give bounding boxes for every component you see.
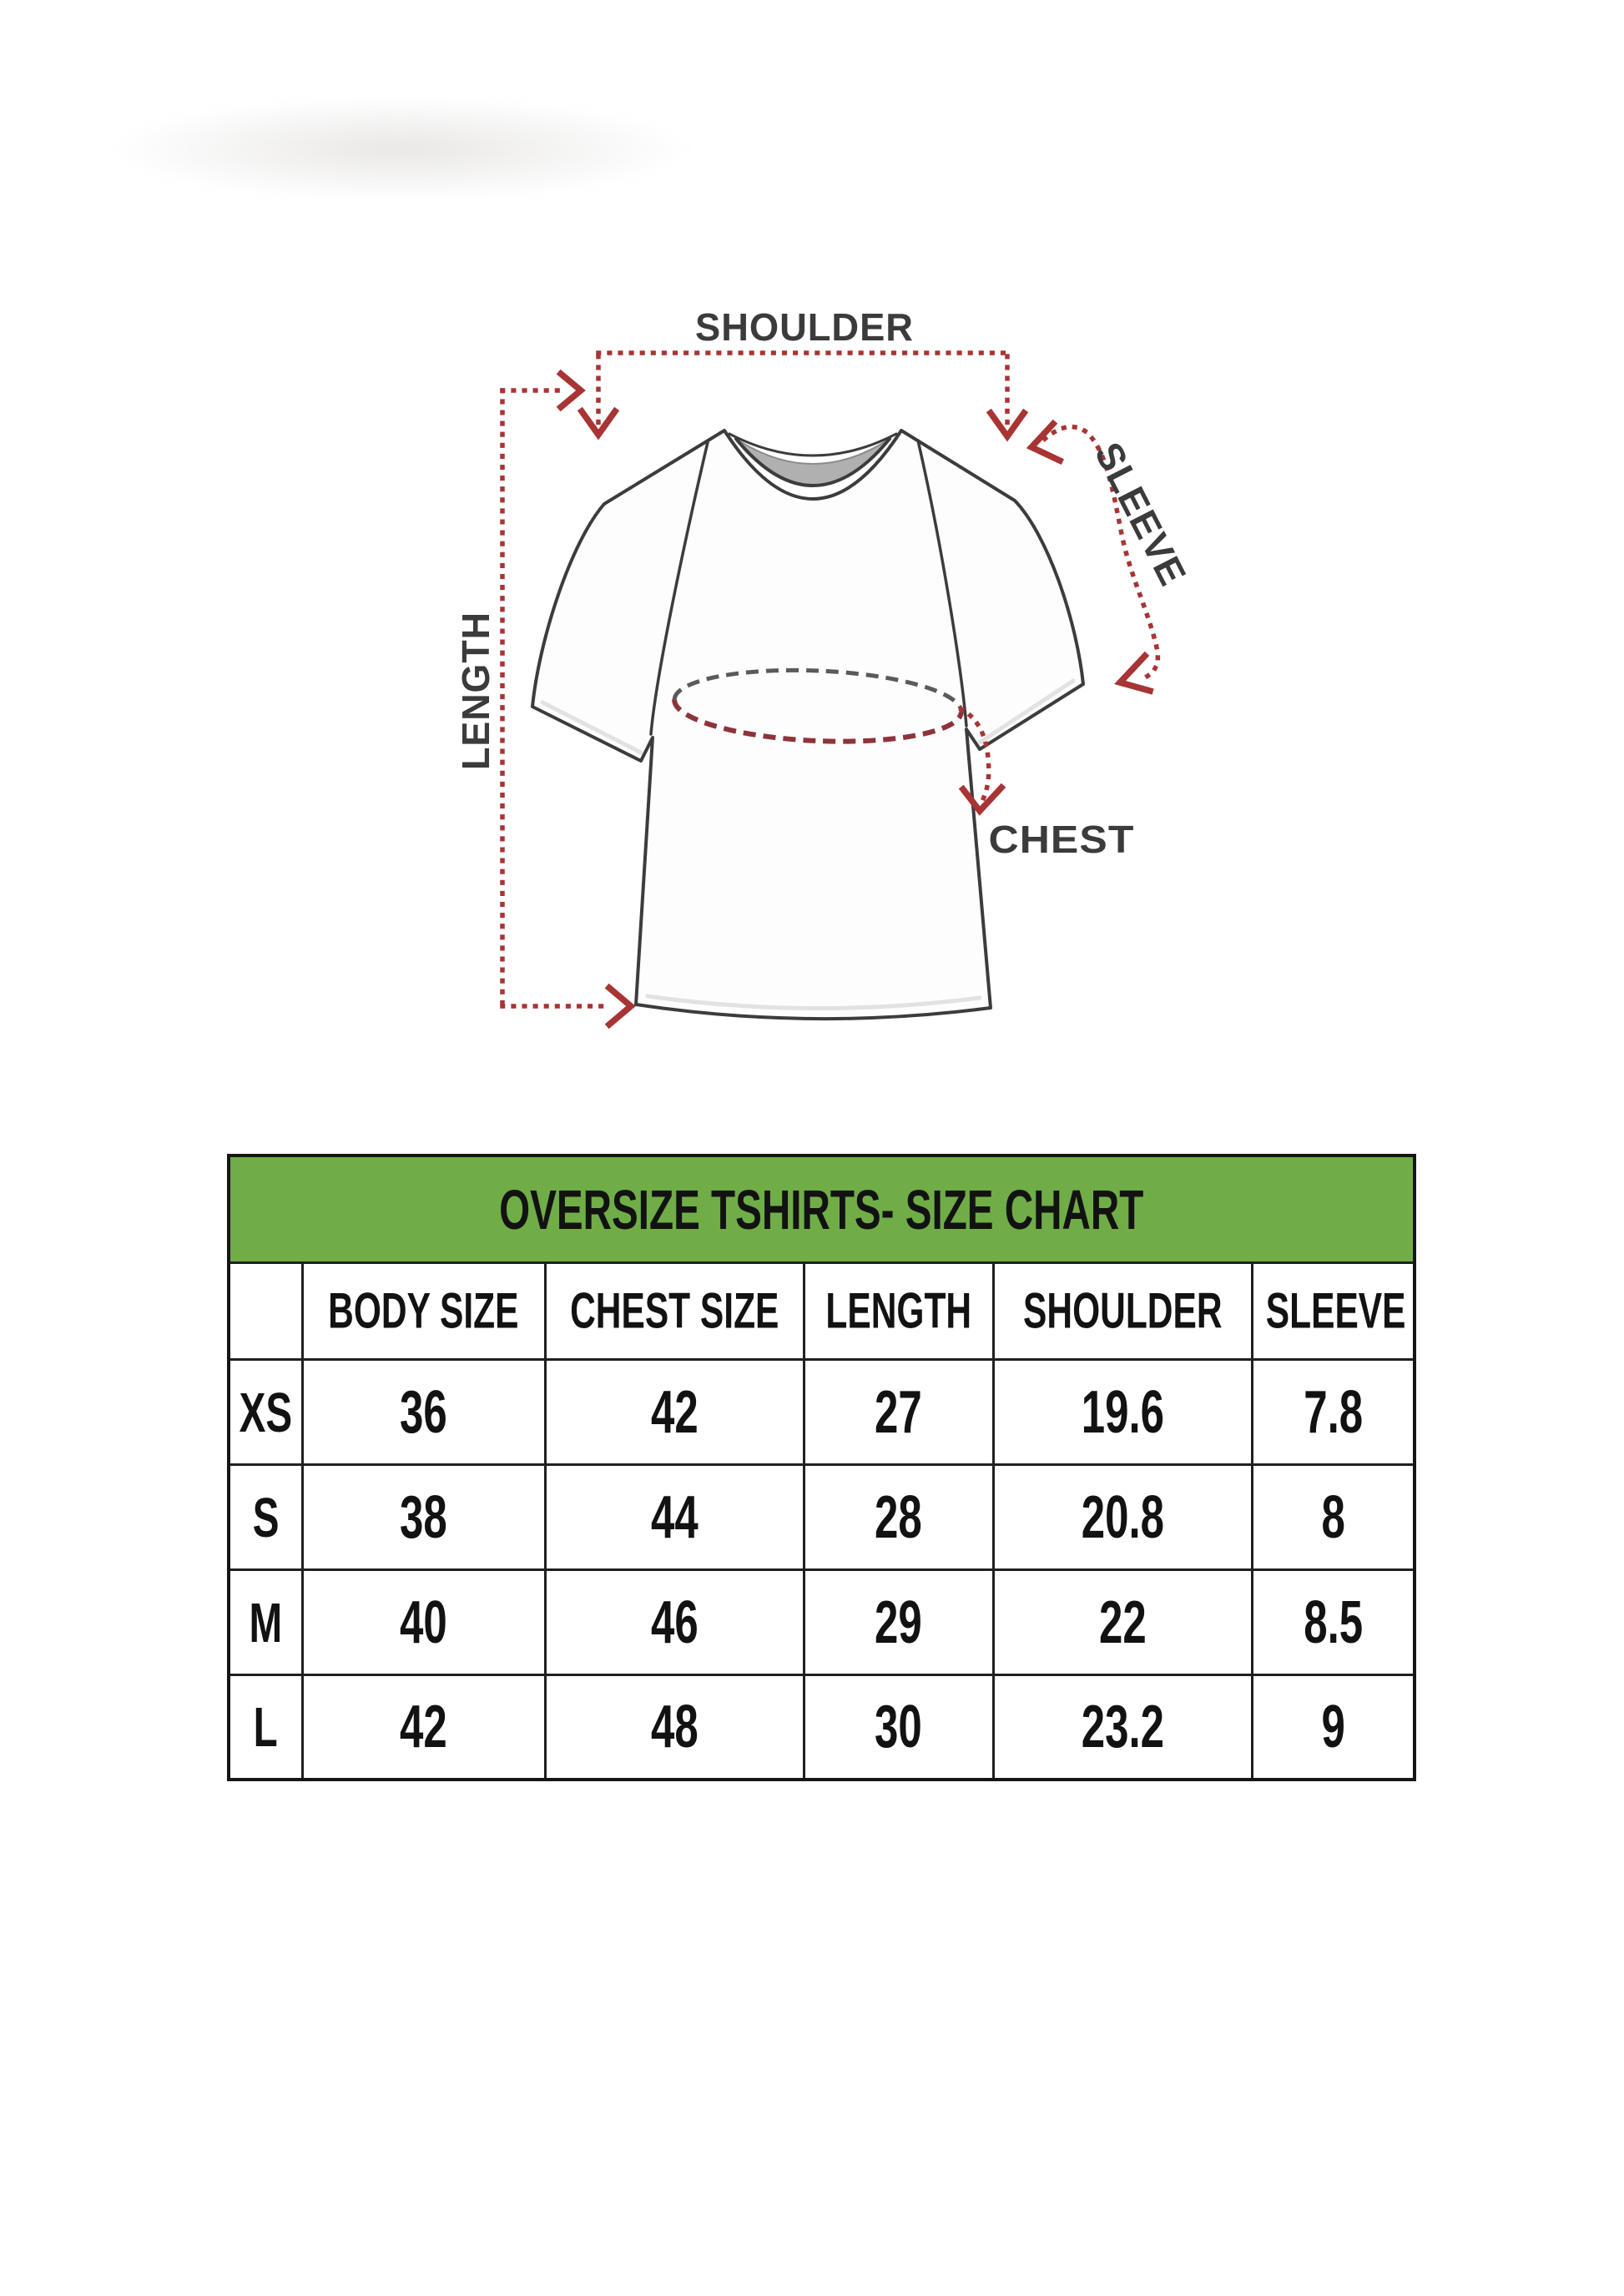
size-label-cell (229, 1569, 302, 1674)
background-smudge (108, 97, 693, 201)
value-text: 27 (875, 1377, 922, 1446)
value-cell-L-body-size (302, 1674, 545, 1780)
chest-label: CHEST (988, 818, 1135, 861)
size-row-L (229, 1674, 1415, 1780)
size-label-cell (229, 1674, 302, 1780)
shoulder-label: SHOULDER (695, 305, 914, 349)
value-cell-XS-body-size (302, 1359, 545, 1464)
size-row-S (229, 1464, 1415, 1569)
value-cell-L-shoulder (993, 1674, 1252, 1780)
size-chart-table (227, 1154, 1416, 1781)
size-row-M (229, 1569, 1415, 1674)
value-cell-S-length (804, 1464, 993, 1569)
column-header-text: BODY SIZE (328, 1282, 519, 1339)
length-label: LENGTH (454, 607, 497, 770)
value-text: 44 (650, 1483, 699, 1551)
value-cell-M-sleeve (1252, 1569, 1415, 1674)
column-header-shoulder (993, 1262, 1252, 1359)
value-text: 19.6 (1081, 1377, 1164, 1446)
value-cell-XS-sleeve (1252, 1359, 1415, 1464)
value-text: 36 (400, 1377, 447, 1446)
size-label-text: S (252, 1485, 280, 1548)
sleeve-label: SLEEVE (1086, 435, 1197, 595)
tshirt-body (532, 430, 1083, 1019)
value-cell-M-shoulder (993, 1569, 1252, 1674)
column-header-text: CHEST SIZE (569, 1282, 779, 1339)
value-text: 38 (400, 1483, 447, 1551)
column-header-text: SLEEVE (1265, 1282, 1405, 1339)
column-header-row (229, 1262, 1415, 1359)
tshirt-measurement-diagram (401, 292, 1202, 1043)
size-table-body (229, 1359, 1415, 1780)
size-label-text: L (253, 1694, 278, 1759)
value-text: 28 (875, 1483, 922, 1551)
value-cell-M-length (804, 1569, 993, 1674)
value-cell-L-length (804, 1674, 993, 1780)
table-title (229, 1156, 1415, 1262)
value-cell-S-body-size (302, 1464, 545, 1569)
arrow-sleeve-bottom-icon (1120, 656, 1150, 691)
value-text: 22 (1098, 1588, 1147, 1656)
table-title-text: OVERSIZE TSHIRTS- SIZE CHART (499, 1177, 1144, 1241)
value-text: 23.2 (1081, 1693, 1164, 1760)
column-header-body-size (302, 1262, 545, 1359)
value-cell-L-chest-size (545, 1674, 804, 1780)
value-text: 7.8 (1303, 1377, 1363, 1446)
arrow-length-bottom-icon (609, 988, 631, 1025)
column-header-text: LENGTH (825, 1282, 971, 1339)
value-text: 48 (650, 1693, 699, 1760)
value-cell-XS-shoulder (993, 1359, 1252, 1464)
column-header-sleeve (1252, 1262, 1415, 1359)
size-label-text: XS (239, 1380, 292, 1443)
value-text: 42 (650, 1377, 699, 1446)
value-cell-L-sleeve (1252, 1674, 1415, 1780)
column-header-chest-size (545, 1262, 804, 1359)
value-text: 8 (1321, 1483, 1345, 1551)
corner-header-cell (229, 1262, 302, 1359)
value-cell-S-chest-size (545, 1464, 804, 1569)
value-cell-M-body-size (302, 1569, 545, 1674)
value-cell-XS-length (804, 1359, 993, 1464)
arrow-shoulder-right-icon (991, 413, 1024, 436)
value-cell-S-shoulder (993, 1464, 1252, 1569)
size-label-text: M (249, 1590, 283, 1654)
value-cell-XS-chest-size (545, 1359, 804, 1464)
size-label-cell (229, 1359, 302, 1464)
size-row-XS (229, 1359, 1415, 1464)
value-text: 20.8 (1081, 1483, 1164, 1551)
value-text: 8.5 (1303, 1588, 1363, 1656)
value-text: 29 (875, 1588, 922, 1656)
value-text: 40 (400, 1588, 447, 1656)
column-header-length (804, 1262, 993, 1359)
value-text: 9 (1321, 1693, 1345, 1760)
value-text: 46 (650, 1588, 699, 1656)
size-label-cell (229, 1464, 302, 1569)
column-header-text: SHOULDER (1022, 1282, 1223, 1339)
value-text: 42 (400, 1693, 447, 1760)
value-cell-M-chest-size (545, 1569, 804, 1674)
arrow-length-top-icon (561, 374, 581, 407)
table-title-row (229, 1156, 1415, 1262)
value-cell-S-sleeve (1252, 1464, 1415, 1569)
value-text: 30 (875, 1693, 922, 1760)
arrow-sleeve-top-icon (1031, 424, 1060, 461)
